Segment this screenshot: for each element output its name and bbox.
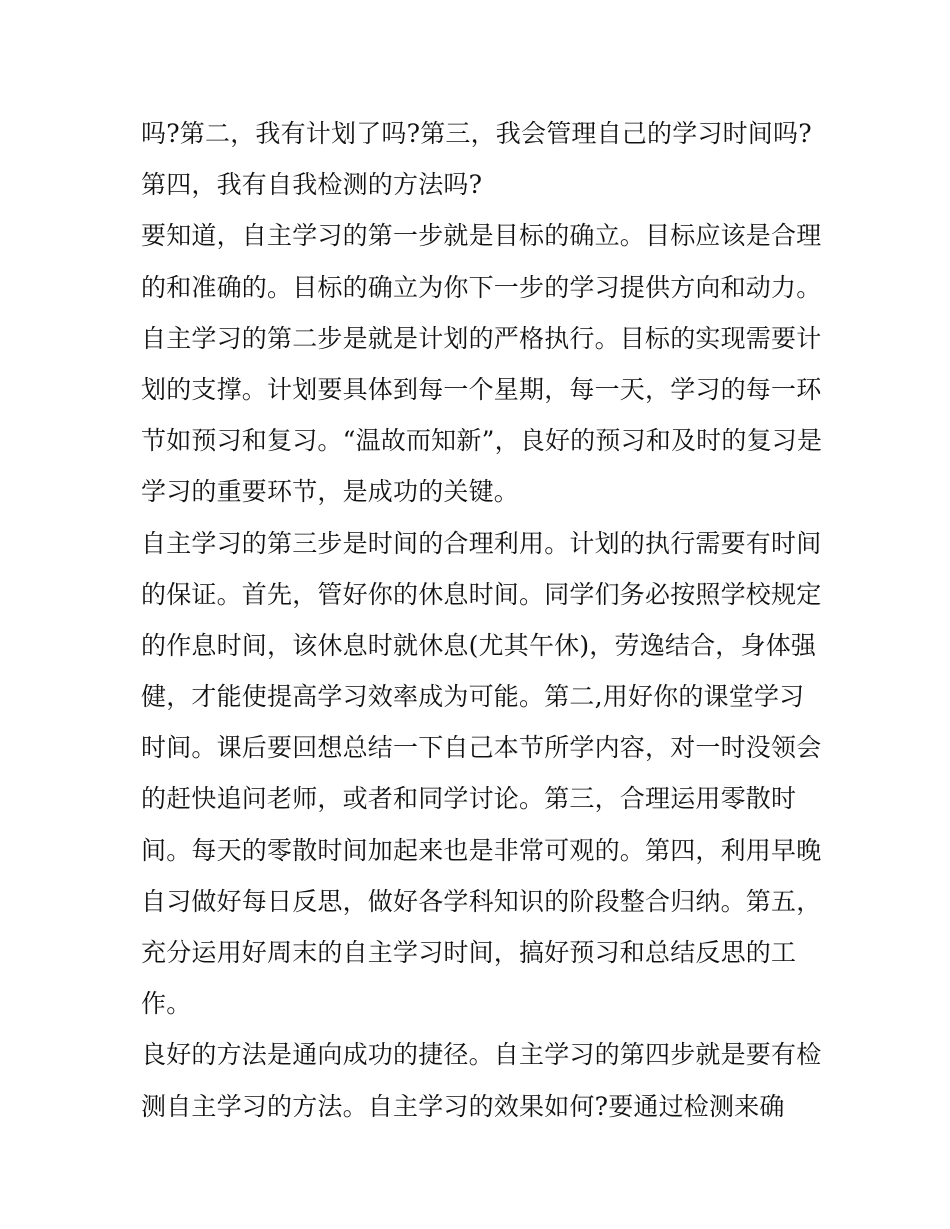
body-text [141,108,821,1132]
text-line: 作。 [141,989,192,1019]
text-line: 充分运用好周末的自主学习时间，搞好预习和总结反思的工 [141,938,797,967]
text-line: 节如预习和复习。“温故而知新”，良好的预习和及时的复习是 [141,426,823,456]
text-line: 要知道，自主学习的第一步就是目标的确立。目标应该是合理 [141,221,822,251]
text-line: 的作息时间，该休息时就休息(尤其午休)，劳逸结合，身体强 [141,630,817,660]
text-line: 自主学习的第二步是就是计划的严格执行。目标的实现需要计 [141,323,822,353]
text-line: 时间。课后要回想总结一下自己本节所学内容，对一时没领会 [141,733,822,763]
text-line: 良好的方法是通向成功的捷径。自主学习的第四步就是要有检 [141,1040,822,1070]
text-line: 学习的重要环节，是成功的关键。 [141,477,520,507]
text-line: 的保证。首先，管好你的休息时间。同学们务必按照学校规定 [141,579,822,609]
text-line: 间。每天的零散时间加起来也是非常可观的。第四，利用早晚 [141,835,822,865]
text-line: 自习做好每日反思，做好各学科知识的阶段整合归纳。第五， [141,886,822,916]
text-line: 的赶快追问老师，或者和同学讨论。第三，合理运用零散时 [141,784,797,814]
text-line: 健，才能使提高学习效率成为可能。第二,用好你的课堂学习 [141,682,805,712]
text-line: 第四，我有自我检测的方法吗? [141,170,483,200]
text-line: 划的支撑。计划要具体到每一个星期，每一天，学习的每一环 [141,374,822,404]
text-line: 测自主学习的方法。自主学习的效果如何?要通过检测来确 [141,1091,785,1121]
text-line: 自主学习的第三步是时间的合理利用。计划的执行需要有时间 [141,528,822,558]
text-line: 吗?第二，我有计划了吗?第三，我会管理自己的学习时间吗? [141,119,812,148]
text-line: 的和准确的。目标的确立为你下一步的学习提供方向和动力。 [141,272,822,302]
